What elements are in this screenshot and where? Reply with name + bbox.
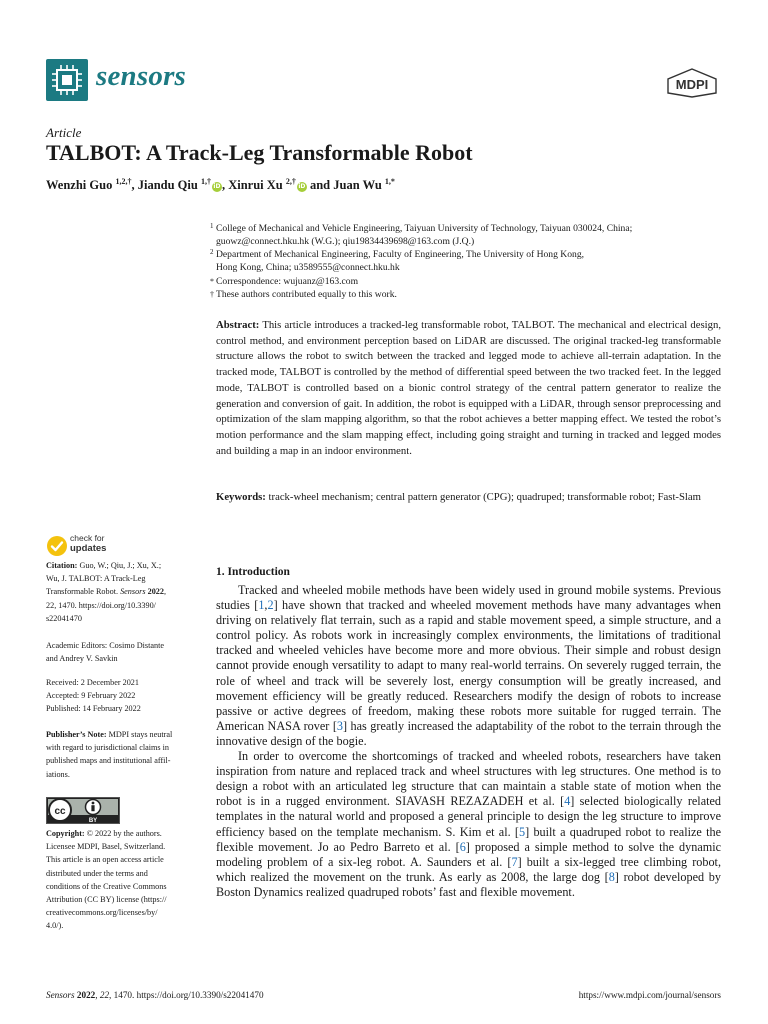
affiliation-line: Hong Kong, China; u3589555@connect.hku.hk — [216, 262, 400, 274]
check-for-label: check for — [70, 533, 105, 543]
reference-link[interactable]: 4 — [564, 794, 571, 809]
publisher-note-line: published maps and institutional affil- — [46, 756, 171, 766]
keywords-text: track-wheel mechanism; central pattern generator (CPG); quadruped; transformable robot; Fast-Slam — [268, 491, 701, 503]
author-name: Jiandu Qiu — [137, 178, 201, 192]
section-title: 1. Introduction — [216, 566, 290, 578]
author-list: Wenzhi Guo $^{1,2,\dagger}$, Jiandu Qiu $^{1,\dagger}$iD, Xinrui Xu $^{2,\dagger}$iD and Juan Wu $^{1,*}$ — [46, 176, 395, 192]
keywords — [216, 490, 721, 506]
section-body — [216, 583, 721, 900]
footer-volume: 22 — [99, 990, 110, 1000]
copyright-line: 4.0/). — [46, 921, 64, 931]
publisher-note-label: Publisher’s Note: — [46, 730, 107, 739]
copyright-line: distributed under the terms and — [46, 868, 148, 878]
published-date: Published: 14 February 2022 — [46, 704, 141, 714]
reference-link[interactable]: 5 — [519, 824, 526, 839]
page-title: TALBOT: A Track-Leg Transformable Robot — [46, 140, 473, 165]
affiliation-item — [210, 222, 726, 249]
citation-label: Citation: — [46, 561, 78, 570]
body-paragraph: Tracked and wheeled mobile methods have been widely used in ground mobile systems. Previous studies [1,2] have shown that tracked and wheeled movement methods have many advantages when driving on relatively flat terrain, such as a rapid and stable movement speed, a simple structure, and a control policy. As robots work in increasingly complex environments, the limitations of traditional tracked and wheeled vehicles have become more and more obvious. Their simple and robust design cannot provide enough versatility to adapt to many real-world terrains. On severely rugged terrain, the role of wheel and track will be severely lost, energy consumption will be greatly increased, and movement efficiency will be greatly reduced. Researchers modify the design of robots to increase passive or active degrees of freedom, making these robots more suitable for rugged terrain. The American NASA rover [3] has greatly increased the adaptability of the robot to the terrain through the innovative design of the bogie. — [216, 583, 721, 748]
orcid-icon[interactable]: iD — [213, 183, 221, 190]
abstract-label: Abstract: — [216, 319, 260, 331]
reference-link[interactable]: 8 — [608, 869, 615, 884]
body-paragraph: In order to overcome the shortcomings of tracked and wheeled robots, researchers have taken inspiration from nature and replaced track and wheel structures with leg structures. One method is to design a robot with an articulated leg structure that can maintain a stable state of motion when the robot is in a rugged environment. SIAVASH REZAZADEH et al. [4] selected biologically related templates in the natural world and proposed a general principle to design the leg structure to improve efficiency based on the template mechanism. S. Kim et al. [5] built a quadruped robot to realize the flexible movement. Jo ao Pedro Barreto et al. [6] proposed a simple method to solve the dynamic modeling problem of a six-leg robot. A. Saunders et al. [7] built a six-legged tree climbing robot, which realized the movement on the trunk. As early as 2008, the large dog [8] robot developed by Boston Dynamics realized quadruped robots’ fast and flexible movement. — [216, 749, 721, 899]
affiliation-line: guowz@connect.hku.hk (W.G.); qiu19834439698@163.com (J.Q.) — [216, 236, 475, 248]
publisher-note-line: MDPI stays neutral — [106, 730, 173, 739]
copyright-block — [46, 827, 196, 933]
reference-link[interactable]: 1 — [258, 598, 265, 613]
copyright-line: This article is an open access article — [46, 855, 164, 865]
affiliation-mark: † — [210, 290, 214, 299]
footer-doi[interactable]: , 1470. https://doi.org/10.3390/s22041470 — [109, 990, 264, 1000]
copyright-line: © 2022 by the authors. — [84, 829, 162, 838]
citation-line[interactable]: 22, 1470. https://doi.org/10.3390/ — [46, 600, 156, 610]
affiliation-line: College of Mechanical and Vehicle Engineering, Taiyuan University of Technology, Taiyuan 030024, China; — [216, 223, 633, 234]
cc-by-label: BY — [88, 818, 98, 824]
affiliation-mark: 1 — [210, 222, 214, 230]
footer-journal: Sensors — [46, 990, 75, 1000]
svg-text:cc: cc — [54, 806, 66, 817]
copyright-line: Attribution (CC BY) license (https:// — [46, 895, 167, 905]
journal-logo-icon — [46, 59, 88, 101]
affiliation-line: These authors contributed equally to this work. — [216, 289, 397, 300]
reference-link[interactable]: 3 — [336, 718, 343, 733]
editors-line: Academic Editors: Cosimo Distante — [46, 641, 165, 650]
abstract-text: This article introduces a tracked-leg transformable robot, TALBOT. The mechanical and electrical design, control method, and environment perception based on LiDAR are discussed. The original tracked-leg transformable structure allows the robot to switch between the tracked and legged mode to achieve all-terrain adaptation. In the tracked mode, TALBOT is controlled by the method of differential speed between the two tracked feet. In the legged mode, TALBOT is controlled based on a bionic control strategy of the central pattern generator to realize the generation and conversion of gait. In addition, the robot is equipped with a LiDAR, through sensor preprocessing and optimization of the slam mapping algorithm, so that the robot achieves a better mapping effect. We tested the robot’s motion performance and the slam mapping effect, including going straight and turning in tracked and legged modes and building a map in an indoor environment. — [216, 319, 721, 457]
copyright-line[interactable]: creativecommons.org/licenses/by/ — [46, 908, 158, 918]
updates-label: updates — [70, 542, 107, 554]
affiliation-item — [210, 288, 726, 301]
citation-line[interactable]: s22041470 — [46, 613, 82, 623]
journal-name[interactable]: sensors — [96, 60, 187, 92]
dates-block — [46, 676, 196, 716]
reference-link[interactable]: 6 — [459, 839, 466, 854]
received-date: Received: 2 December 2021 — [46, 678, 139, 687]
citation-block — [46, 559, 196, 625]
affiliation-line: Department of Mechanical Engineering, Faculty of Engineering, The University of Hong Kong, — [216, 249, 585, 260]
cc-by-license-icon[interactable] — [46, 797, 120, 824]
footer-year: 2022 — [76, 990, 96, 1000]
reference-link[interactable]: 2 — [267, 598, 274, 613]
footer-url[interactable]: https://www.mdpi.com/journal/sensors — [578, 990, 721, 1000]
affiliation-item — [210, 248, 726, 275]
author-name: Wenzhi Guo — [46, 178, 116, 192]
editors-line: and Andrey V. Savkin — [46, 654, 118, 664]
check-for-updates[interactable] — [70, 534, 106, 553]
reference-link[interactable]: 7 — [511, 854, 518, 869]
copyright-label: Copyright: — [46, 829, 85, 838]
publisher-name: MDPI — [675, 77, 709, 92]
citation-line: Guo, W.; Qiu, J.; Xu, X.; — [79, 561, 162, 570]
affiliation-item — [210, 275, 726, 288]
keywords-label: Keywords: — [216, 491, 266, 503]
author-affiliation-mark: 2,† — [285, 176, 296, 186]
academic-editors — [46, 639, 196, 665]
author-name: Xinrui Xu — [228, 178, 286, 192]
affiliation-mark: 2 — [210, 248, 214, 256]
mdpi-logo-icon[interactable] — [666, 68, 718, 98]
abstract — [216, 318, 721, 459]
citation-line: Wu, J. TALBOT: A Track-Leg — [46, 574, 146, 584]
copyright-line: conditions of the Creative Commons — [46, 881, 167, 891]
author-affiliation-mark: 1,2,† — [115, 176, 132, 186]
author-affiliation-mark: 1,* — [384, 176, 395, 186]
affiliation-mark: * — [210, 277, 214, 286]
footer-citation: Sensors 2022, 22, 1470. https://doi.org/10.3390/s22041470 — [46, 990, 264, 1000]
publisher-note-line: with regard to jurisdictional claims in — [46, 743, 170, 753]
affiliation-line: Correspondence: wujuanz@163.com — [216, 276, 359, 287]
publisher-note — [46, 728, 196, 781]
check-for-updates-icon[interactable] — [46, 535, 68, 557]
copyright-line: Licensee MDPI, Basel, Switzerland. — [46, 842, 166, 852]
citation-line: Transformable Robot. Sensors 2022, — [46, 587, 167, 597]
article-type: Article — [46, 125, 82, 140]
publisher-note-line: iations. — [46, 769, 70, 779]
accepted-date: Accepted: 9 February 2022 — [46, 691, 136, 701]
author-name: Juan Wu — [333, 178, 385, 192]
author-affiliation-mark: 1,† — [200, 176, 211, 186]
orcid-icon[interactable]: iD — [298, 183, 306, 190]
